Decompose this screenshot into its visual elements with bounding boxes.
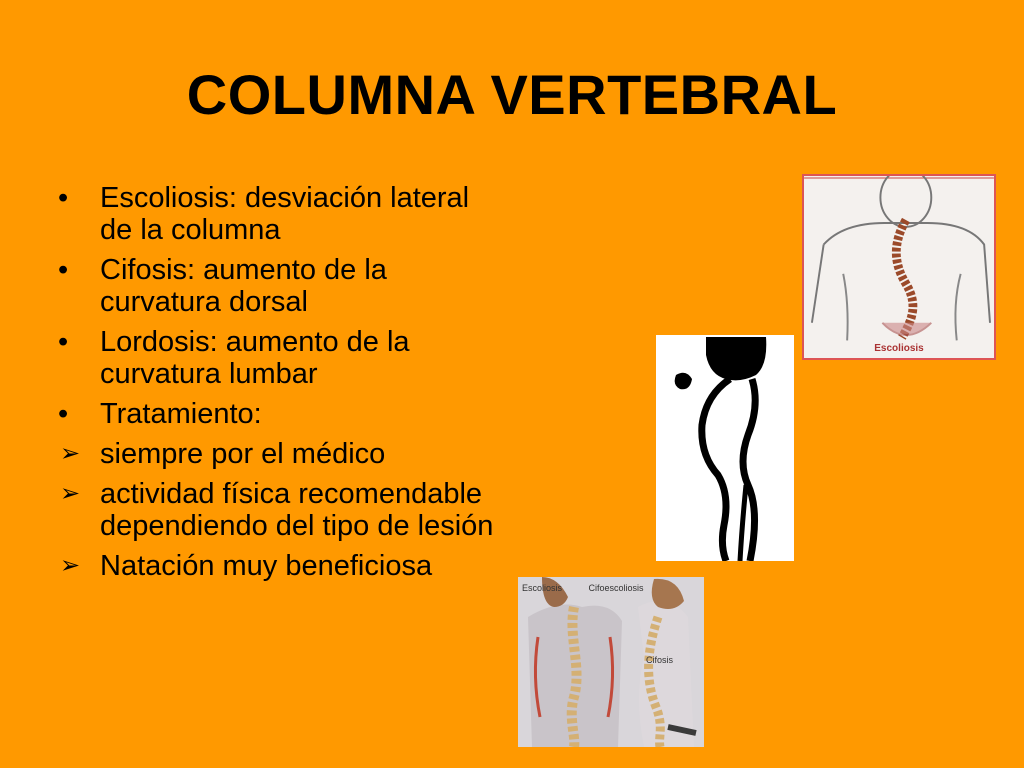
- bullet-text: Lordosis: aumento de la curvatura lumbar: [100, 326, 410, 390]
- bullet-item: [58, 398, 508, 430]
- cifosis-escoliosis-illustration: [518, 577, 704, 747]
- arrow-bullet-icon: ➢: [60, 480, 81, 507]
- arrow-bullet-icon: ➢: [60, 552, 81, 579]
- escoliosis-photo-label: Escoliosis: [522, 583, 563, 593]
- bullet-dot-icon: •: [58, 182, 69, 214]
- cifosis-photo-label: Cifosis: [646, 655, 674, 665]
- bullet-list: [58, 182, 508, 590]
- arrow-bullet-icon: ➢: [60, 440, 81, 467]
- spine-figures-icon: [518, 577, 704, 747]
- sub-bullet-item: [58, 550, 508, 582]
- bullet-item: [58, 182, 508, 246]
- bullet-dot-icon: •: [58, 326, 69, 358]
- bullet-text: Cifosis: aumento de la curvatura dorsal: [100, 254, 387, 318]
- bullet-text: actividad física recomendable dependiendo del tipo de lesión: [100, 478, 494, 542]
- sub-bullet-item: [58, 438, 508, 470]
- slide-title: COLUMNA VERTEBRAL: [186, 63, 838, 126]
- bullet-dot-icon: •: [58, 398, 69, 430]
- bullet-text: Escoliosis: desviación lateral de la columna: [100, 182, 470, 246]
- sub-bullet-item: [58, 478, 508, 542]
- bullet-dot-icon: •: [58, 254, 69, 286]
- bullet-text: siempre por el médico: [100, 438, 386, 470]
- bullet-text: Natación muy beneficiosa: [100, 550, 433, 582]
- escoliosis-illustration: [802, 174, 996, 360]
- scoliosis-back-icon: [804, 176, 994, 358]
- bullet-item: [58, 326, 508, 390]
- bullet-item: [58, 254, 508, 318]
- bullet-text: Tratamiento:: [100, 398, 262, 430]
- lordosis-side-icon: [656, 335, 794, 561]
- lordosis-silhouette: [656, 335, 794, 561]
- escoliosis-caption: Escoliosis: [874, 343, 924, 354]
- cifoescoliosis-photo-label: Cifoescoliosis: [588, 583, 644, 593]
